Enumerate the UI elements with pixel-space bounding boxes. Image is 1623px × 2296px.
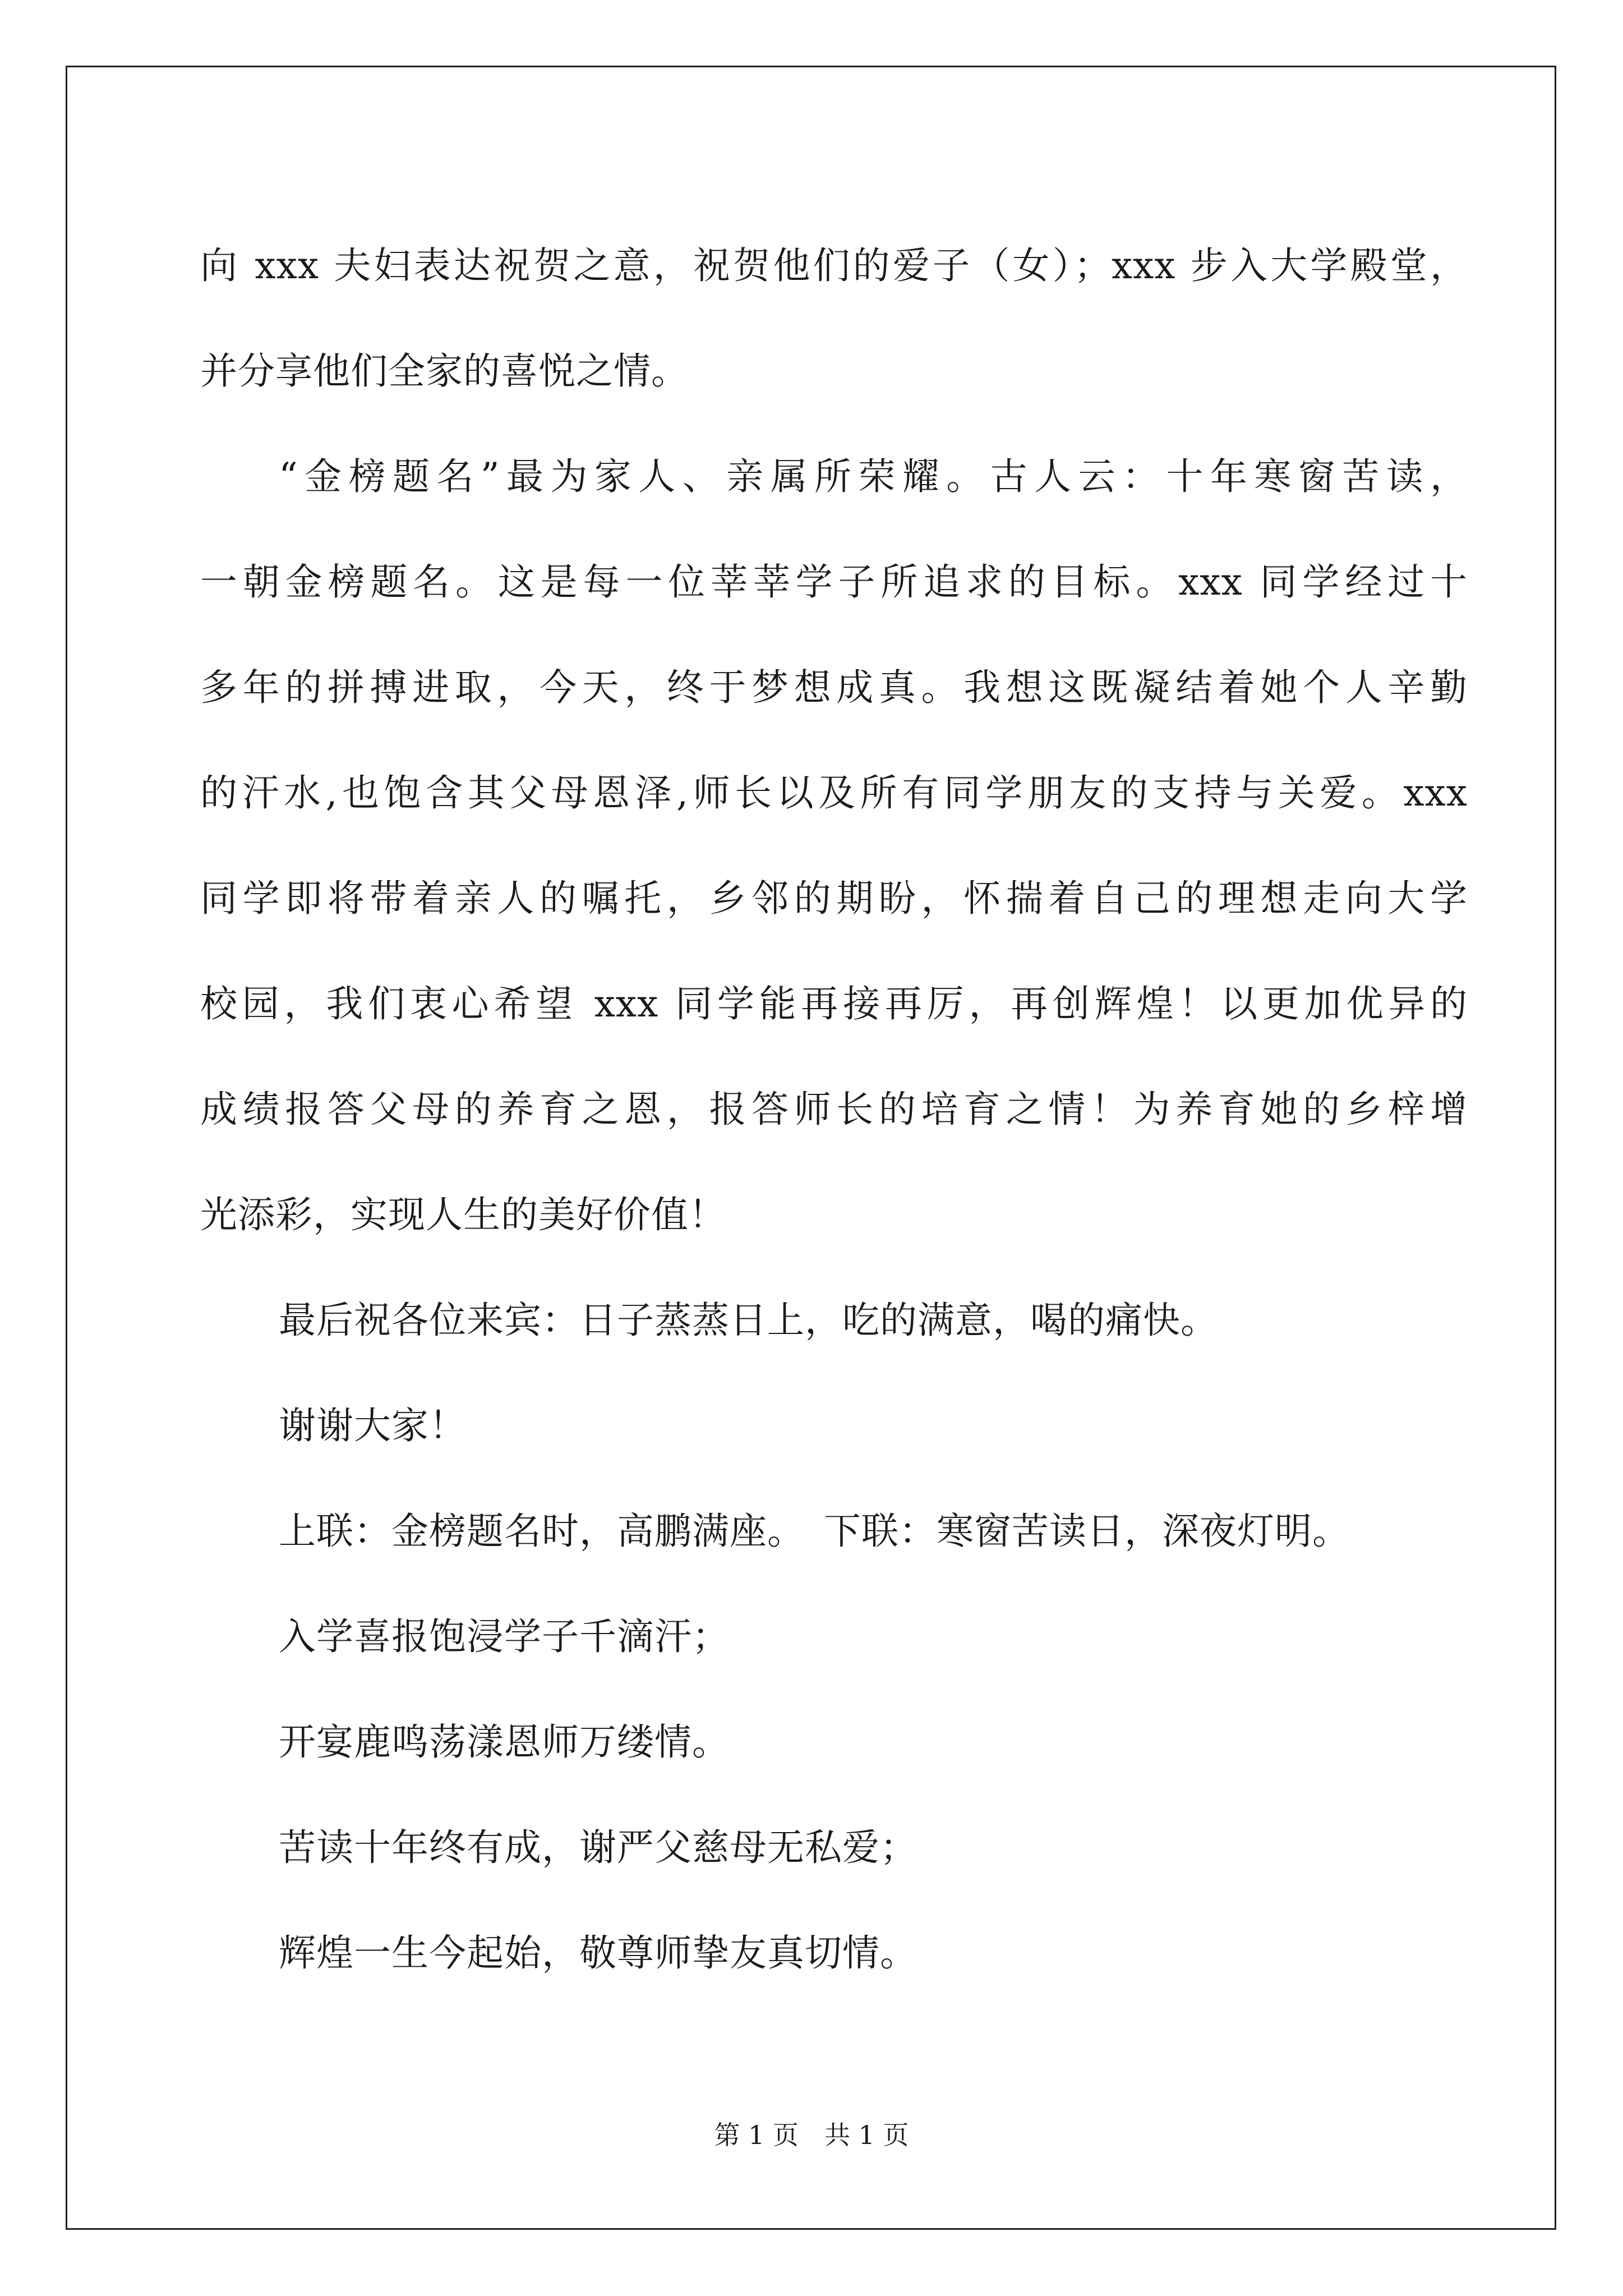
text-line: 最后祝各位来宾：日子蒸蒸日上，吃的满意，喝的痛快。 xyxy=(279,1299,1218,1342)
text-line: 一朝金榜题名。这是每一位莘莘学子所追求的目标。xxx 同学经过十 xyxy=(200,560,1468,604)
text-line: 的汗水,也饱含其父母恩泽,师长以及所有同学朋友的支持与关爱。xxx xyxy=(200,771,1468,815)
text-line: 成绩报答父母的养育之恩，报答师长的培育之情！为养育她的乡梓增 xyxy=(200,1088,1468,1131)
page-number-footer: 第 1 页 共 1 页 xyxy=(714,2120,909,2150)
text-line: 光添彩，实现人生的美好价值！ xyxy=(200,1193,726,1236)
text-line: 入学喜报饱浸学子千滴汗； xyxy=(279,1615,730,1658)
text-line: “金榜题名”最为家人、亲属所荣耀。古人云：十年寒窗苦读， xyxy=(279,455,1468,498)
text-line: 并分享他们全家的喜悦之情。 xyxy=(200,349,689,393)
text-line: 谢谢大家！ xyxy=(279,1404,467,1447)
document-body xyxy=(200,213,1468,2006)
text-line: 同学即将带着亲人的嘱托，乡邻的期盼，怀揣着自己的理想走向大学 xyxy=(200,877,1468,920)
text-line: 多年的拼搏进取，今天，终于梦想成真。我想这既凝结着她个人辛勤 xyxy=(200,666,1468,709)
text-line: 向 xxx 夫妇表达祝贺之意，祝贺他们的爱子（女）；xxx 步入大学殿堂， xyxy=(200,244,1468,287)
text-line: 苦读十年终有成，谢严父慈母无私爱； xyxy=(279,1826,917,1869)
text-line: 上联：金榜题名时，高鹏满座。 下联：寒窗苦读日，深夜灯明。 xyxy=(279,1510,1350,1553)
text-line: 辉煌一生今起始，敬尊师挚友真切情。 xyxy=(279,1931,917,1975)
text-line: 校园，我们衷心希望 xxx 同学能再接再厉，再创辉煌！以更加优异的 xyxy=(200,982,1468,1025)
text-line: 开宴鹿鸣荡漾恩师万缕情。 xyxy=(279,1720,730,1764)
